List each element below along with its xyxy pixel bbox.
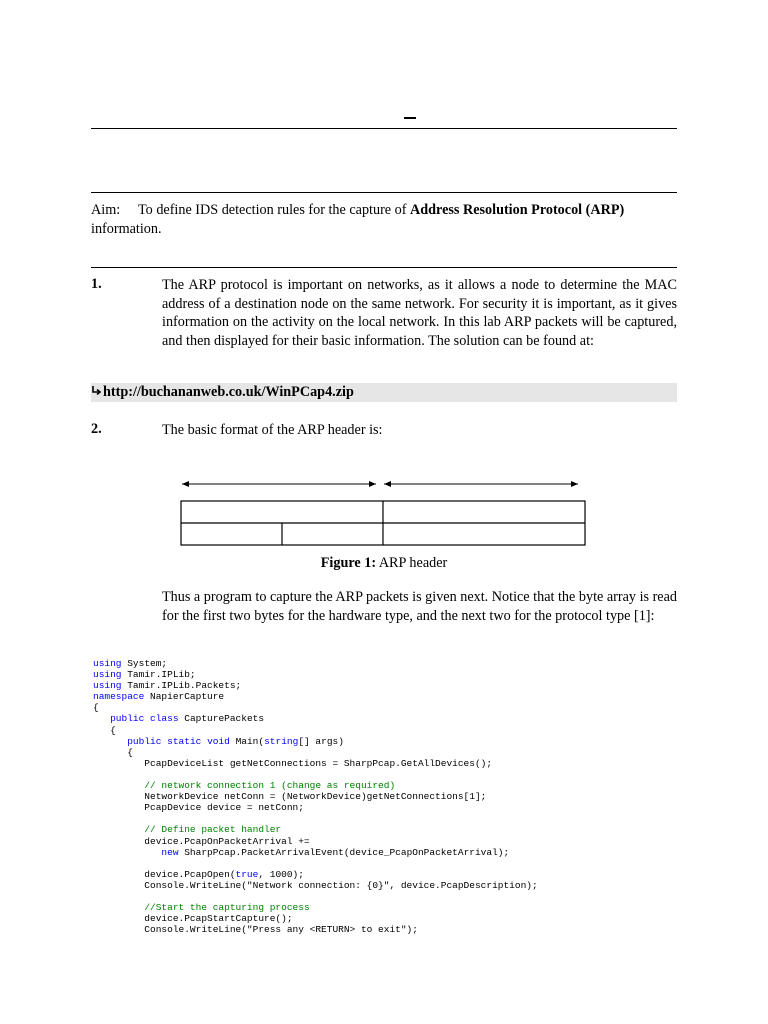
code-token: device.PcapOnPacketArrival +=: [93, 835, 310, 847]
code-comment: //Start the capturing process: [144, 902, 310, 914]
code-token: {: [93, 702, 99, 714]
code-listing: [93, 658, 538, 935]
code-token: [93, 824, 144, 835]
code-line: [93, 658, 538, 669]
aim-bold-text: Address Resolution Protocol (ARP): [410, 202, 625, 218]
aim-text: To define IDS detection rules for the capture of: [138, 202, 411, 218]
code-token: Tamir.IPLib;: [121, 669, 196, 681]
code-line: [93, 913, 538, 924]
code-token: , 1000);: [258, 868, 304, 880]
code-line: [93, 669, 538, 680]
section-number-1: 1.: [91, 276, 102, 292]
code-keyword: namespace: [93, 691, 145, 703]
code-token: {: [93, 746, 133, 758]
code-line: [93, 702, 538, 713]
code-keyword: public: [127, 735, 162, 747]
code-line: [93, 713, 538, 724]
section-2-text: The basic format of the ARP header is:: [162, 422, 383, 438]
code-keyword: static: [167, 735, 202, 747]
code-token: device.PcapStartCapture();: [93, 913, 293, 925]
code-line: [93, 836, 538, 847]
code-comment: // network connection 1 (change as required): [144, 780, 396, 792]
code-token: [93, 713, 110, 724]
code-line: [93, 747, 538, 758]
code-token: SharpPcap.PacketArrivalEvent(device_PcapOnPacketArrival);: [178, 846, 510, 858]
code-token: Console.WriteLine("Network connection: {0}", device.PcapDescription);: [93, 879, 538, 891]
code-keyword: string: [264, 735, 299, 747]
code-line: [93, 758, 538, 769]
code-token: NetworkDevice netConn = (NetworkDevice)getNetConnections[1];: [93, 791, 487, 803]
figure-caption-text: ARP header: [378, 555, 448, 571]
code-token: System;: [121, 658, 168, 669]
code-line: [93, 691, 538, 702]
link-bar[interactable]: [91, 383, 677, 402]
figure-label: Figure 1:: [320, 555, 377, 571]
code-line: [93, 725, 538, 736]
code-token: device.PcapOpen(: [93, 868, 236, 880]
arp-header-diagram: [170, 475, 600, 550]
code-comment: // Define packet handler: [144, 824, 282, 836]
section-number-2: 2.: [91, 421, 102, 437]
code-line: [93, 847, 538, 858]
code-line: [93, 680, 538, 691]
paragraph-3-text: Thus a program to capture the ARP packets is given next. Notice that the byte array is read for the first two bytes for the hardware type, and the next two for the protocol type [1]:: [162, 589, 677, 624]
code-line: [93, 802, 538, 813]
code-line: [93, 880, 538, 891]
code-token: Console.WriteLine("Press any <RETURN> to exit");: [93, 924, 418, 936]
code-keyword: void: [207, 735, 230, 747]
code-line: [93, 869, 538, 880]
code-keyword: using: [93, 658, 122, 669]
code-token: CapturePackets: [178, 713, 265, 725]
aim-text-continued: information.: [91, 220, 162, 237]
code-keyword: using: [93, 669, 122, 681]
code-line: [93, 791, 538, 802]
code-line: [93, 780, 538, 791]
aim-label: Aim:: [91, 202, 121, 218]
code-token: NapierCapture: [144, 691, 225, 703]
code-token: PcapDevice device = netConn;: [93, 802, 304, 814]
code-token: [93, 902, 144, 913]
code-token: PcapDeviceList getNetConnections = SharpPcap.GetAllDevices();: [93, 757, 493, 769]
code-token: [93, 847, 161, 858]
aim-bottom-rule: [91, 267, 677, 268]
code-line: [93, 769, 538, 780]
header-rule: [91, 128, 677, 129]
code-keyword: new: [161, 846, 179, 858]
aim-top-rule: [91, 192, 677, 193]
code-keyword: using: [93, 680, 122, 692]
section-1-text: The ARP protocol is important on networks, as it allows a node to determine the MAC address of a destination node on the same network. For security it is important, as it gives information on the activity on the local network. In this lab ARP packets will be captured, and then displayed for their basic information. The solution can be found at:: [162, 277, 677, 349]
code-token: [93, 780, 144, 791]
code-keyword: class: [150, 713, 179, 725]
code-line: [93, 813, 538, 824]
code-line: [93, 824, 538, 835]
code-keyword: true: [235, 868, 259, 880]
link-arrow-icon: [91, 383, 103, 402]
code-line: [93, 924, 538, 935]
code-token: [] args): [298, 735, 344, 747]
code-token: {: [93, 724, 116, 736]
download-link[interactable]: http://buchananweb.co.uk/WinPCap4.zip: [103, 384, 354, 400]
code-line: [93, 736, 538, 747]
figure-caption: [91, 555, 677, 572]
code-line: [93, 858, 538, 869]
code-line: [93, 891, 538, 902]
code-token: [93, 736, 127, 747]
aim-paragraph: [91, 201, 677, 238]
code-keyword: public: [110, 713, 145, 725]
title-dash: [404, 117, 416, 119]
code-line: [93, 902, 538, 913]
code-token: Main(: [229, 735, 265, 747]
code-token: Tamir.IPLib.Packets;: [121, 680, 242, 692]
